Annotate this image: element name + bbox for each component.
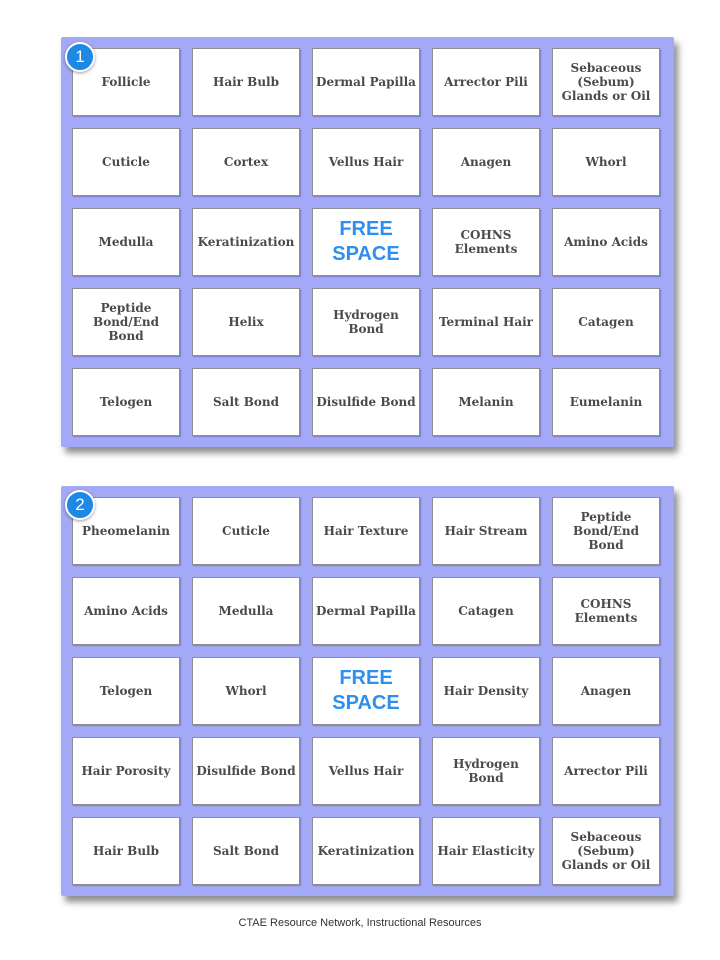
cell-label: Peptide Bond/End Bond <box>573 510 639 552</box>
bingo-cell <box>192 737 300 805</box>
bingo-cell <box>72 737 180 805</box>
bingo-cell <box>552 737 660 805</box>
bingo-cell <box>432 817 540 885</box>
cell-label: Sebaceous (Sebum) Glands or Oil <box>561 830 651 872</box>
bingo-cell <box>432 128 540 196</box>
bingo-cell <box>72 128 180 196</box>
cell-label: Hair Porosity <box>81 764 171 778</box>
bingo-cell <box>312 368 420 436</box>
cell-label: Follicle <box>101 75 151 89</box>
bingo-cell <box>432 577 540 645</box>
bingo-cell <box>552 497 660 565</box>
cell-label: Cuticle <box>222 524 270 538</box>
bingo-cell <box>72 288 180 356</box>
cell-label: Whorl <box>225 684 267 698</box>
cell-label: Catagen <box>458 604 514 618</box>
footer-credit: CTAE Resource Network, Instructional Resources <box>238 917 482 929</box>
bingo-cell <box>192 288 300 356</box>
cell-label: Disulfide Bond <box>316 395 416 409</box>
free-space-cell <box>312 208 420 276</box>
cell-label: Eumelanin <box>569 395 643 409</box>
bingo-cell <box>192 497 300 565</box>
bingo-cell <box>432 288 540 356</box>
bingo-cell <box>552 368 660 436</box>
bingo-cell <box>312 817 420 885</box>
bingo-cell <box>552 128 660 196</box>
bingo-cell <box>312 737 420 805</box>
cell-label: Arrector Pili <box>564 764 648 778</box>
bingo-cell <box>72 368 180 436</box>
free-space-label: FREE SPACE <box>332 218 400 265</box>
bingo-card-1 <box>61 37 674 447</box>
bingo-cell <box>192 208 300 276</box>
cell-label: Telogen <box>99 395 153 409</box>
cell-label: Anagen <box>580 684 632 698</box>
cell-label: Whorl <box>585 155 627 169</box>
bingo-cell <box>192 368 300 436</box>
cell-label: Dermal Papilla <box>316 75 416 89</box>
bingo-cell <box>72 817 180 885</box>
bingo-cell <box>432 737 540 805</box>
bingo-cell <box>432 657 540 725</box>
cell-label: COHNS Elements <box>574 597 638 625</box>
bingo-grid <box>72 48 660 436</box>
bingo-cell <box>72 208 180 276</box>
free-space-label: FREE SPACE <box>332 667 400 714</box>
bingo-cell <box>192 817 300 885</box>
cell-label: Melanin <box>458 395 514 409</box>
cell-label: Hair Elasticity <box>437 844 535 858</box>
bingo-cell <box>552 208 660 276</box>
cell-label: Hair Texture <box>323 524 409 538</box>
bingo-cell <box>312 577 420 645</box>
cell-label: Amino Acids <box>84 604 168 618</box>
bingo-cell <box>192 577 300 645</box>
cell-label: Telogen <box>99 684 153 698</box>
cell-label: Salt Bond <box>213 395 279 409</box>
cell-label: Peptide Bond/End Bond <box>93 301 159 343</box>
card-number-badge: 1 <box>65 42 95 72</box>
cell-label: Terminal Hair <box>439 315 533 329</box>
cell-label: Disulfide Bond <box>196 764 296 778</box>
cell-label: Hair Bulb <box>213 75 279 89</box>
cell-label: Helix <box>228 315 264 329</box>
cell-label: COHNS Elements <box>454 228 518 256</box>
bingo-grid <box>72 497 660 885</box>
cell-label: Hydrogen Bond <box>333 308 399 336</box>
cell-label: Amino Acids <box>564 235 648 249</box>
bingo-cell <box>432 208 540 276</box>
bingo-cell <box>312 497 420 565</box>
cell-label: Keratinization <box>197 235 295 249</box>
bingo-cell <box>312 288 420 356</box>
cell-label: Catagen <box>578 315 634 329</box>
bingo-cell <box>312 128 420 196</box>
bingo-cell <box>552 657 660 725</box>
card-number-badge: 2 <box>65 490 95 520</box>
cell-label: Vellus Hair <box>328 155 404 169</box>
cell-label: Pheomelanin <box>81 524 171 538</box>
cell-label: Cortex <box>223 155 269 169</box>
bingo-cell <box>552 48 660 116</box>
bingo-card-2 <box>61 486 674 896</box>
bingo-cell <box>192 48 300 116</box>
cell-label: Hair Stream <box>444 524 528 538</box>
bingo-cell <box>72 577 180 645</box>
bingo-cell <box>192 128 300 196</box>
bingo-cell <box>552 577 660 645</box>
cell-label: Hydrogen Bond <box>453 757 519 785</box>
cell-label: Hair Density <box>443 684 529 698</box>
free-space-cell <box>312 657 420 725</box>
bingo-cell <box>552 817 660 885</box>
cell-label: Keratinization <box>317 844 415 858</box>
cell-label: Hair Bulb <box>93 844 159 858</box>
bingo-cell <box>432 497 540 565</box>
cell-label: Cuticle <box>102 155 150 169</box>
bingo-cell <box>192 657 300 725</box>
cell-label: Dermal Papilla <box>316 604 416 618</box>
cell-label: Medulla <box>98 235 154 249</box>
bingo-cell <box>72 657 180 725</box>
cell-label: Sebaceous (Sebum) Glands or Oil <box>561 61 651 103</box>
bingo-cell <box>552 288 660 356</box>
bingo-cell <box>432 368 540 436</box>
bingo-cell <box>312 48 420 116</box>
cell-label: Arrector Pili <box>444 75 528 89</box>
cell-label: Medulla <box>218 604 274 618</box>
bingo-cell <box>432 48 540 116</box>
cell-label: Salt Bond <box>213 844 279 858</box>
cell-label: Anagen <box>460 155 512 169</box>
cell-label: Vellus Hair <box>328 764 404 778</box>
